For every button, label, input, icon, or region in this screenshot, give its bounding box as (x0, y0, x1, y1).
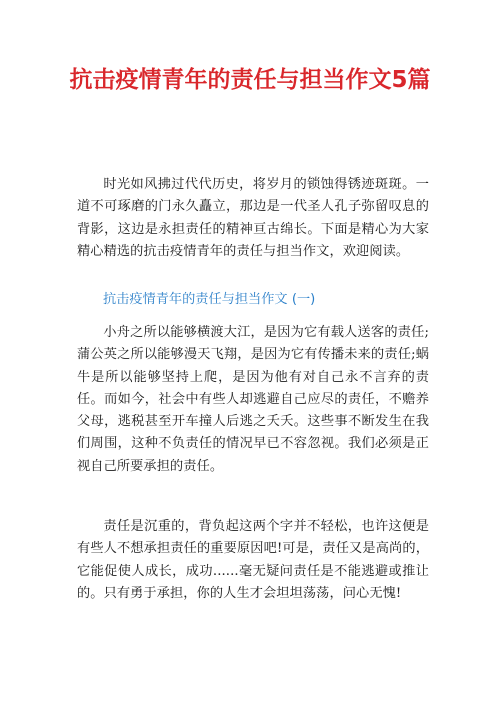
body-paragraph-2: 责任是沉重的，背负起这两个字并不轻松，也许这便是有些人不想承担责任的重要原因吧!可是，责任又是高尚的，它能促使人成长，成功......毫无疑问责任是不能逃避或推让的。只有勇于承担，你的人生才会坦坦荡荡，问心无愧! (77, 519, 429, 601)
section-heading: 抗击疫情青年的责任与担当作文 (一) (103, 292, 316, 307)
intro-paragraph: 时光如风拂过代代历史，将岁月的锁蚀得锈迹斑斑。一道不可琢磨的门永久矗立，那边是一代圣人孔子弥留叹息的背影，这边是永担责任的精神亘古绵长。下面是精心为大家精心精选的抗击疫情青年的责任与担当作文，欢迎阅读。 (77, 177, 429, 259)
body-paragraph-1: 小舟之所以能够横渡大江，是因为它有载人送客的责任;蒲公英之所以能够漫天飞翔，是因为它有传播未来的责任;蜗牛是所以能够坚持上爬，是因为他有对自己永不言弃的责任。而如今，社会中有些人却逃避自己应尽的责任，不赡养父母，逃税甚至开车撞人后逃之夭夭。这些事不断发生在我们周围，这种不负责任的情况早已不容忽视。我们必须是正视自己所要承担的责任。 (77, 325, 429, 474)
document-title: 抗击疫情青年的责任与担当作文5篇 (69, 67, 431, 93)
